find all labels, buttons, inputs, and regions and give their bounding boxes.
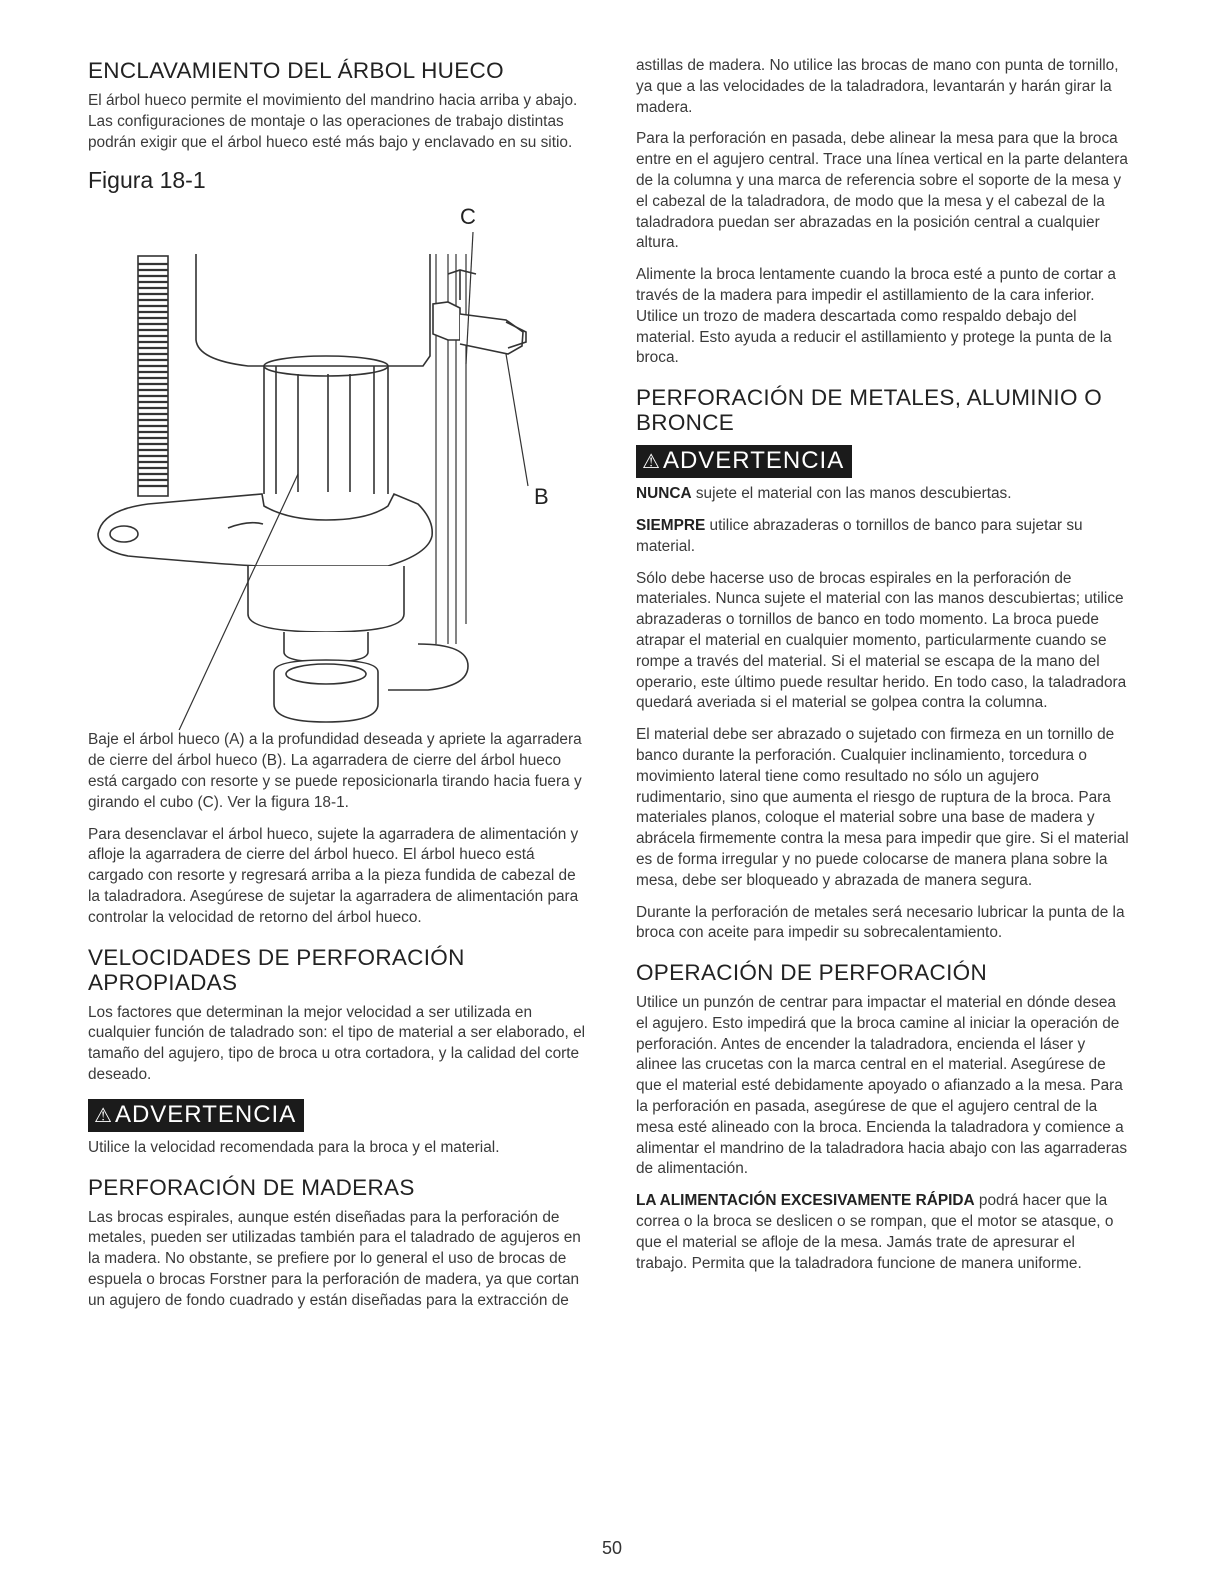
- warning-label: ADVERTENCIA: [114, 1100, 297, 1128]
- figure-18-1: [88, 174, 588, 730]
- paragraph-desenclavar: Para desenclavar el árbol hueco, sujete la agarradera de alimentación y afloje la agarradera de cierre del árbol hueco. El árbol hueco está cargado con resorte y regresará arriba a la pieza fundida de cabezal de la taladradora. Asegúrese de sujetar la agarradera de alimentación para controlar la velocidad de retorno del árbol hueco.: [88, 825, 579, 926]
- warning-label: ADVERTENCIA: [662, 447, 845, 475]
- paragraph-durante: Durante la perforación de metales será necesario lubricar la punta de la broca con aceite para impedir su sobrecalentamiento.: [636, 903, 1125, 942]
- spindle-collar: [248, 566, 404, 632]
- rapida-keyword: LA ALIMENTACIÓN EXCESIVAMENTE RÁPIDA: [636, 1192, 975, 1210]
- paragraph-pasada: Para la perforación en pasada, debe alinear la mesa para que la broca entre en el agujero central. Trace una línea vertical en la parte delantera de la columna y una marca de referencia sobre el soporte de la mesa y el cabezal de la taladradora, de modo que la mesa y el cabezal de la taladradora puedan ser abrazadas en la posición central a cualquier altura.: [636, 130, 1128, 252]
- paragraph-alimente: Alimente la broca lentamente cuando la broca esté a punto de cortar a través de la madera para impedir el astillamiento de la cara inferior. Utilice un trozo de madera descartada como respaldo debajo del material. Esto ayuda a reducir el astillamiento y protege la punta de la broca.: [636, 266, 1116, 367]
- paragraph-solo: Sólo debe hacerse uso de brocas espirales en la perforación de materiales. Nunca sujete el material con las manos descubiertas; utilice abrazaderas o tornillos de banco en todo momento. La broca puede atrapar el material en cualquier momento, particularmente cuando se rompe a través del material. Si el material se escapa de la mano del operario, este último puede resultar herido. En todo caso, la taladradora quedará averiada si el material se golpea contra la columna.: [636, 569, 1127, 712]
- warning-banner: [88, 1099, 304, 1132]
- drill-press-quill-illustration: [88, 174, 588, 730]
- right-column: [636, 56, 1130, 1285]
- nunca-keyword: NUNCA: [636, 485, 692, 503]
- warning-banner: [636, 445, 852, 478]
- paragraph-rapida: [636, 1191, 1130, 1274]
- paragraph-nunca: [636, 484, 1130, 505]
- heading-enclavamiento: ENCLAVAMIENTO DEL ÁRBOL HUECO: [88, 58, 504, 83]
- heading-metales: PERFORACIÓN DE METALES, ALUMINIO O BRONCE: [636, 385, 1103, 436]
- nunca-text: sujete el material con las manos descubiertas.: [691, 485, 1012, 503]
- heading-operacion: OPERACIÓN DE PERFORACIÓN: [636, 960, 987, 986]
- warning-triangle-icon: ⚠: [94, 1104, 113, 1127]
- paragraph-astillas: astillas de madera. No utilice las brocas de mano con punta de tornillo, ya que a las velocidades de la taladradora, levantarán y harán girar la madera.: [636, 57, 1119, 116]
- page-number: 50: [601, 1538, 623, 1558]
- lock-knob: [433, 302, 460, 340]
- paragraph-baje: Baje el árbol hueco (A) a la profundidad deseada y apriete la agarradera de cierre del árbol hueco (B). La agarradera de cierre del árbol hueco está cargado con resorte y se puede reposicionarla tirando hacia fuera y girando el cubo (C). Ver la figura 18-1.: [88, 731, 582, 811]
- paragraph-velocidades: Los factores que determinan la mejor velocidad a ser utilizada en cualquier función de taladrado son: el tipo de material a ser elaborado, el tamaño del agujero, tipo de broca u otra cortadora, y la calidad del corte deseado.: [88, 1003, 586, 1083]
- paragraph-warning-speed: Utilice la velocidad recomendada para la broca y el material.: [88, 1138, 500, 1156]
- figure-title: Figura 18-1: [88, 167, 206, 194]
- siempre-text: utilice abrazaderas o tornillos de banco para sujetar su material.: [636, 516, 1083, 555]
- left-column: [88, 58, 588, 1323]
- quill-body: [264, 366, 388, 494]
- paragraph-enclavamiento: El árbol hueco permite el movimiento del mandrino hacia arriba y abajo. Las configuraciones de montaje o las operaciones de trabajo distintas podrán exigir que el árbol hueco esté más bajo y enclavado en su sitio.: [88, 92, 578, 151]
- leader-b: [506, 354, 528, 486]
- siempre-keyword: SIEMPRE: [636, 516, 706, 534]
- spring-coil: [138, 256, 168, 496]
- warning-triangle-icon: ⚠: [642, 451, 661, 474]
- paragraph-operacion: Utilice un punzón de centrar para impactar el material en dónde desea el agujero. Esto impedirá que la broca camine al iniciar la operación de perforación. Antes de encender la taladradora, encienda el láser y alinee las crucetas con la marca central en el material. Asegúrese de que el material esté debidamente apoyado o afianzado a la mesa. Para la perforación en pasada, asegúrese de que el agujero central de la mesa esté alineado con la broca. Encienda la taladradora y comience a alimentar el mandrino de la taladradora hacia abajo con las agarraderas de alimentación.: [636, 994, 1128, 1178]
- label-b: B: [534, 484, 549, 510]
- table-arm: [98, 494, 432, 566]
- label-c: C: [460, 204, 476, 230]
- head-casting: [196, 254, 430, 366]
- heading-velocidades: VELOCIDADES DE PERFORACIÓN APROPIADAS: [88, 944, 465, 995]
- rapida-text: podrá hacer que la correa o la broca se deslicen o se rompan, que el motor se atasque, o que el material se afloje de la mesa. Jamás trate de apresurar el trabajo. Permita que la taladradora funcione de manera uniforme.: [636, 1192, 1114, 1272]
- paragraph-siempre: [636, 516, 1130, 558]
- heading-maderas: PERFORACIÓN DE MADERAS: [88, 1174, 415, 1200]
- paragraph-maderas: Las brocas espirales, aunque estén diseñadas para la perforación de metales, pueden ser utilizadas también para el taladrado de agujeros en la madera. No obstante, se prefiere por lo general el uso de brocas de espuela o brocas Forstner para la perforación de madera, ya que cortan un agujero de fondo cuadrado y están diseñadas para la extracción de: [88, 1208, 581, 1309]
- paragraph-abrazado: El material debe ser abrazado o sujetado con firmeza en un tornillo de banco durante la perforación. Cualquier inclinamiento, torcedura o movimiento lateral tiene como resultado no sólo un agujero rudimentario, sino que aumenta el riesgo de ruptura de la broca. Para materiales planos, coloque el material sobre una base de madera y abrácela firmemente contra la mesa para impedir que gire. Si el material es de forma irregular y no puede colocarse de manera plana sobre la mesa, debe ser bloqueado y abrazada de manera segura.: [636, 726, 1129, 889]
